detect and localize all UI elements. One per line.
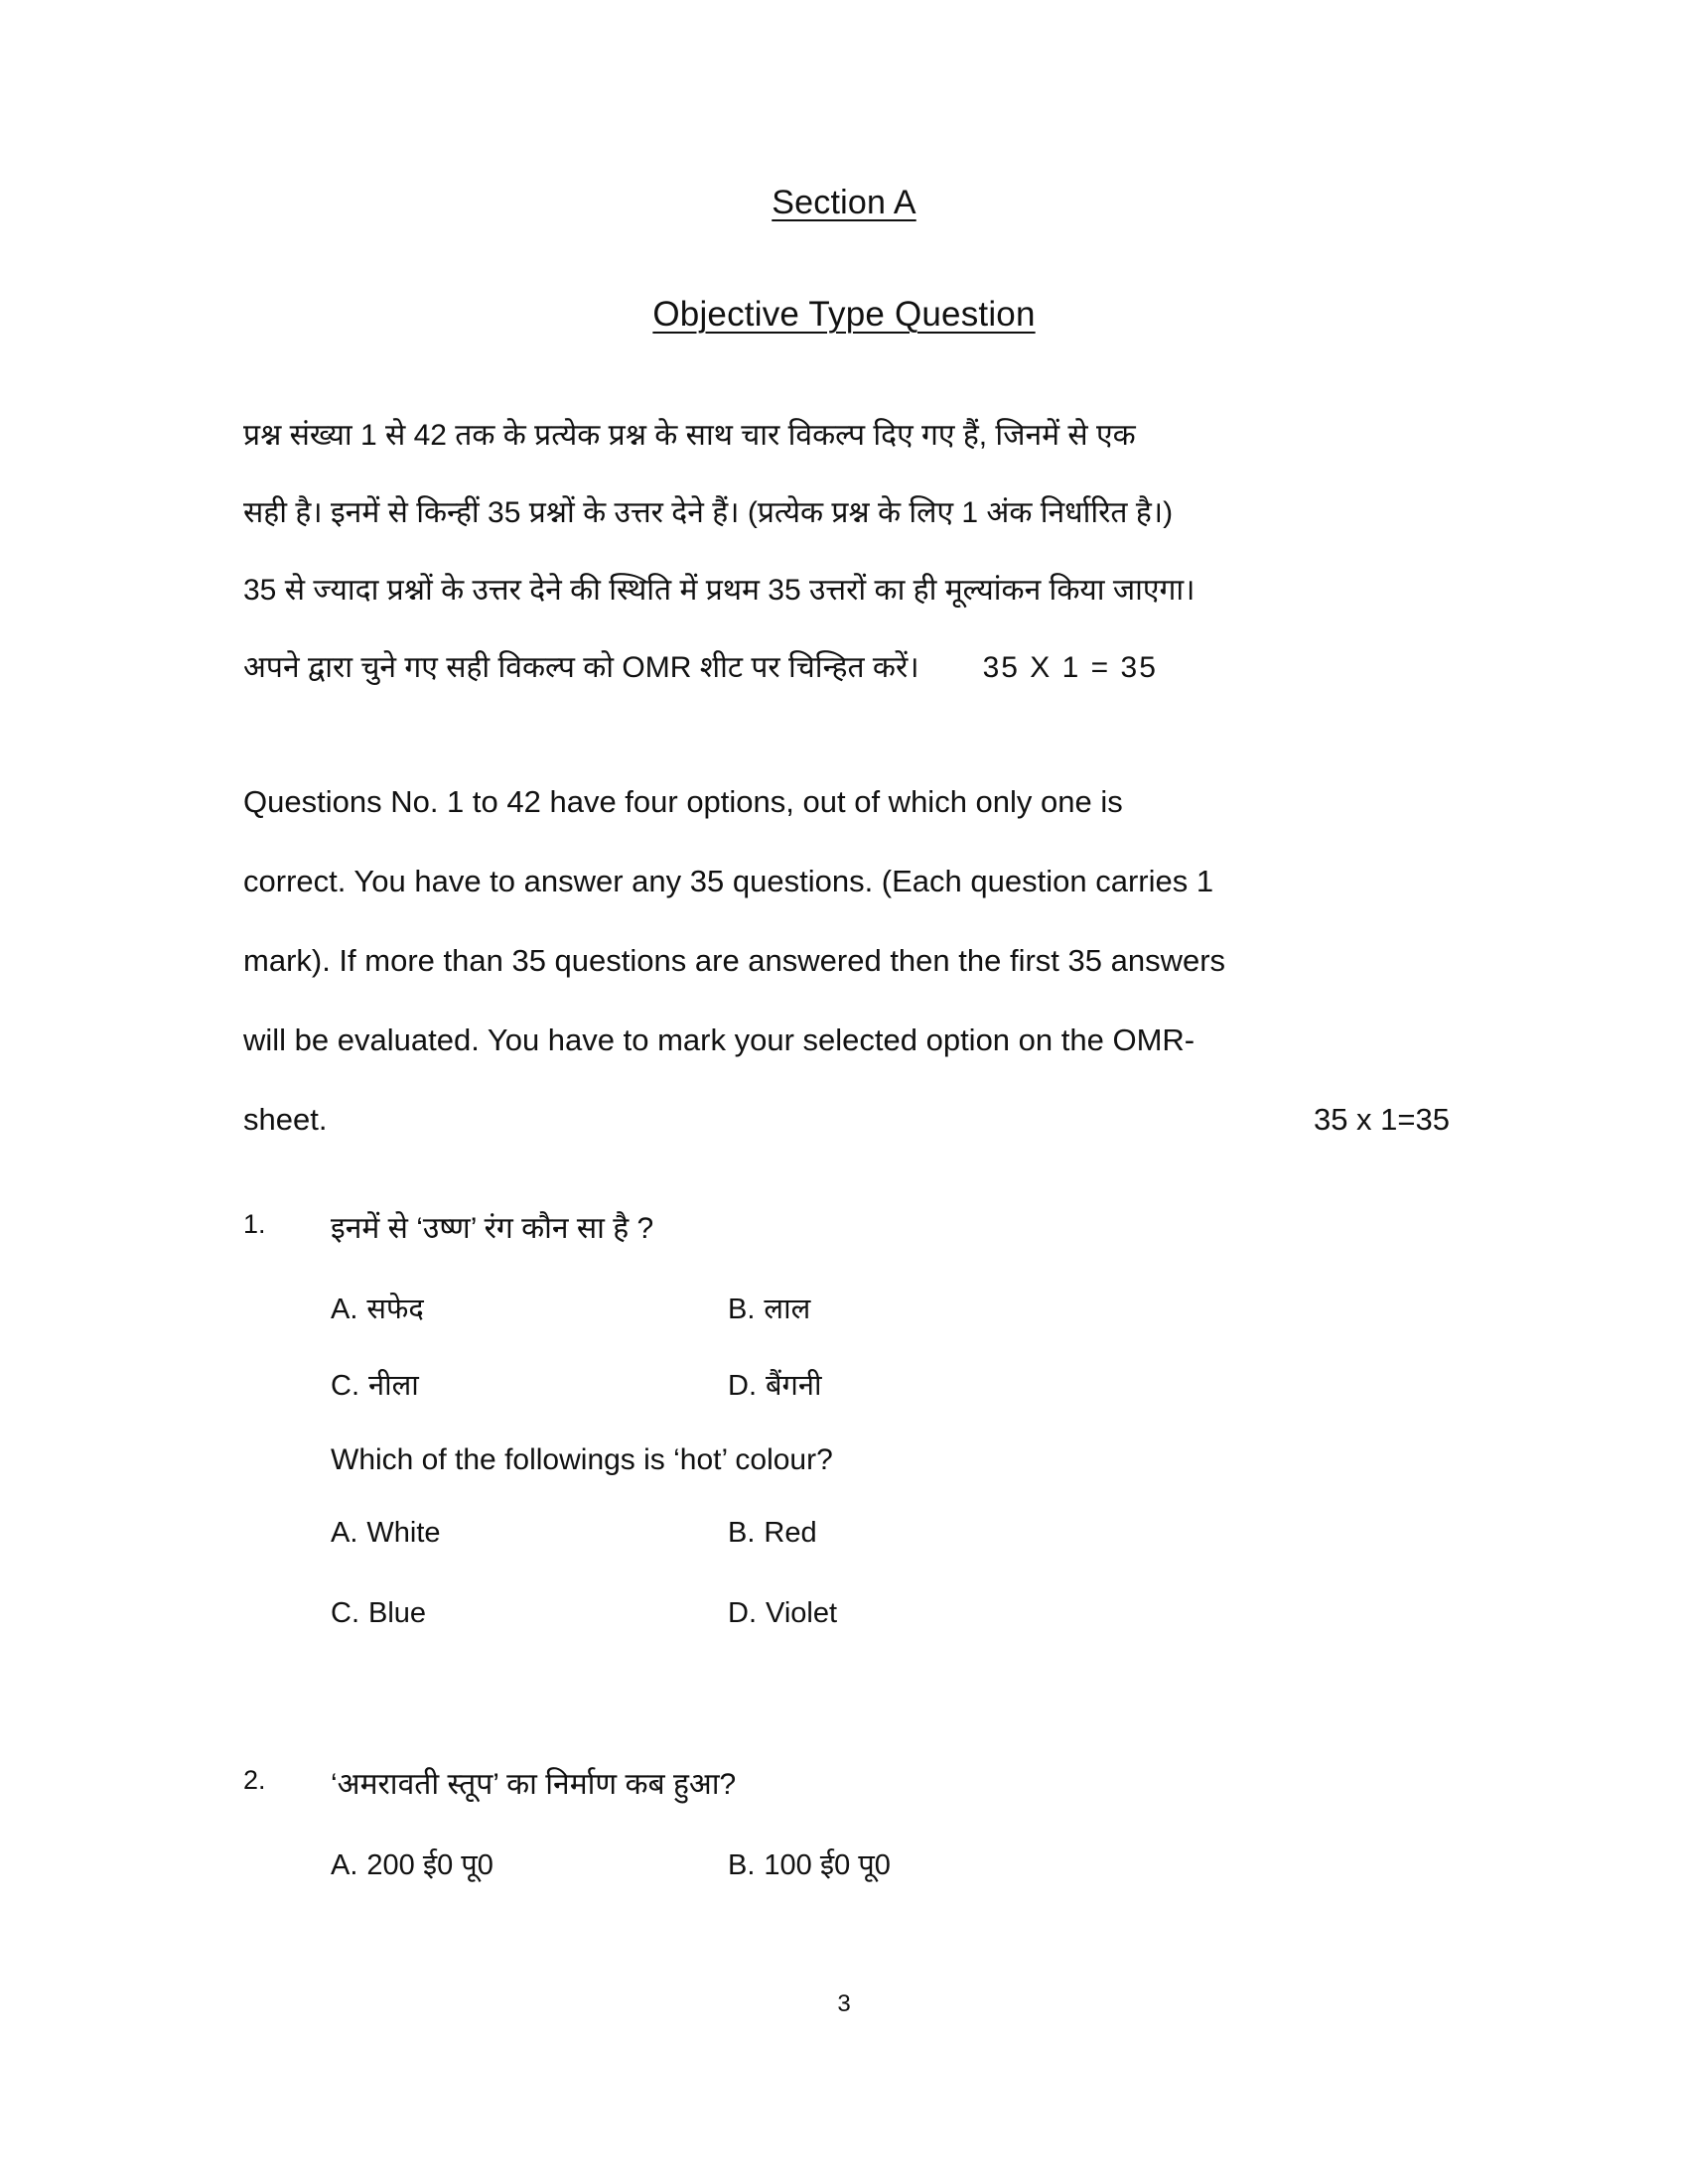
question-2-options-hindi-row-ab — [331, 1844, 1450, 1883]
question-1-option-c-english-text: Blue — [368, 1597, 427, 1629]
question-1-option-d-english[interactable] — [728, 1597, 1125, 1630]
question-1-stem-english: Which of the followings is ‘hot’ colour? — [331, 1443, 833, 1476]
question-2 — [243, 1762, 1450, 1883]
section-heading — [0, 184, 1688, 222]
instructions-hindi-line-4-text: अपने द्वारा चुने गए सही विकल्प को OMR शीट पर चिन्हित करें। — [243, 651, 919, 684]
instructions-hindi-line-4 — [243, 629, 1450, 707]
question-1-option-b-hindi[interactable] — [728, 1289, 1125, 1327]
question-1-options-english-row-cd — [331, 1597, 1450, 1630]
instructions-english-line-4 — [243, 1001, 1450, 1080]
instructions-hindi-marks: 35 X 1 = 35 — [982, 651, 1158, 684]
instructions-english-line-2-text: correct. You have to answer any 35 questions. (Each question carries 1 — [243, 864, 1214, 898]
question-1-number: 1. — [243, 1209, 266, 1239]
question-1-option-c-hindi-label: C. — [331, 1370, 359, 1402]
instructions-hindi-line-1: प्रश्न संख्या 1 से 42 तक के प्रत्येक प्रश्न के साथ चार विकल्प दिए गए हैं, जिनमें से एक — [243, 419, 1136, 452]
question-1-option-d-hindi[interactable] — [728, 1365, 1125, 1404]
question-1-option-a-hindi-label: A. — [331, 1294, 358, 1325]
question-1-stem-hindi: इनमें से ‘उष्ण’ रंग कौन सा है ? — [331, 1212, 654, 1245]
section-heading-text: Section A — [772, 184, 916, 221]
question-1-option-b-english-label: B. — [728, 1517, 756, 1549]
instructions-hindi-line-3: 35 से ज्यादा प्रश्नों के उत्तर देने की स्थिति में प्रथम 35 उत्तरों का ही मूल्यांकन किया जाएगा। — [243, 574, 1196, 607]
question-1-option-b-hindi-text: लाल — [764, 1294, 811, 1325]
question-1-option-d-english-text: Violet — [766, 1597, 838, 1629]
question-2-stem-hindi: ‘अमरावती स्तूप’ का निर्माण कब हुआ? — [331, 1768, 737, 1801]
question-1-option-b-english-text: Red — [764, 1517, 817, 1549]
instructions-english-line-5 — [243, 1080, 1450, 1160]
question-2-option-a-hindi[interactable] — [331, 1844, 728, 1883]
instructions-english-line-3-text: mark). If more than 35 questions are answered then the first 35 answers — [243, 943, 1226, 978]
instructions-english-line-5-text: sheet. — [243, 1102, 328, 1137]
question-1-option-a-hindi[interactable] — [331, 1289, 728, 1327]
question-1-option-b-hindi-label: B. — [728, 1294, 756, 1325]
question-2-option-b-hindi[interactable] — [728, 1844, 1125, 1883]
instructions-english-line-1-text: Questions No. 1 to 42 have four options, out of which only one is — [243, 784, 1123, 819]
instructions-english-line-3 — [243, 921, 1450, 1001]
question-1-option-a-english-text: White — [366, 1517, 441, 1549]
question-1-option-c-hindi[interactable] — [331, 1365, 728, 1404]
question-1-option-a-english[interactable] — [331, 1517, 728, 1550]
question-1-options-hindi-row-cd — [331, 1365, 1450, 1404]
instructions-english-line-4-text: will be evaluated. You have to mark your selected option on the OMR- — [243, 1023, 1196, 1057]
question-1-option-a-english-label: A. — [331, 1517, 358, 1549]
question-1-options-english-row-ab — [331, 1517, 1450, 1550]
question-1-options-hindi-row-ab — [331, 1289, 1450, 1327]
instructions-english-line-2 — [243, 842, 1450, 921]
subsection-heading-text: Objective Type Question — [652, 295, 1036, 334]
question-1-option-d-hindi-text: बैंगनी — [766, 1370, 822, 1402]
instructions-english-line-1 — [243, 762, 1450, 842]
instructions-english-marks: 35 x 1=35 — [1313, 1102, 1450, 1137]
instructions-english — [243, 762, 1450, 1160]
instructions-hindi — [243, 397, 1450, 707]
subsection-heading — [0, 295, 1688, 335]
question-2-option-a-hindi-text: 200 ई0 पू0 — [366, 1849, 493, 1881]
question-1-option-c-hindi-text: नीला — [368, 1370, 419, 1402]
page-number: 3 — [837, 1990, 851, 2017]
question-2-stem-hindi-row — [243, 1762, 1450, 1803]
question-1-option-d-english-label: D. — [728, 1597, 757, 1629]
question-1-option-a-hindi-text: सफेद — [366, 1294, 424, 1325]
question-2-option-a-hindi-label: A. — [331, 1849, 358, 1881]
question-1-stem-hindi-row — [243, 1206, 1450, 1247]
question-2-option-b-hindi-text: 100 ई0 पू0 — [764, 1849, 891, 1881]
question-1-option-c-english[interactable] — [331, 1597, 728, 1630]
question-2-number: 2. — [243, 1765, 266, 1795]
instructions-hindi-line-2: सही है। इनमें से किन्हीं 35 प्रश्नों के उत्तर देने हैं। (प्रत्येक प्रश्न के लिए 1 अंक निर्धारित है।) — [243, 496, 1174, 529]
question-1-option-d-hindi-label: D. — [728, 1370, 757, 1402]
question-1 — [243, 1206, 1450, 1630]
question-1-option-c-english-label: C. — [331, 1597, 359, 1629]
question-2-option-b-hindi-label: B. — [728, 1849, 756, 1881]
question-1-option-b-english[interactable] — [728, 1517, 1125, 1550]
